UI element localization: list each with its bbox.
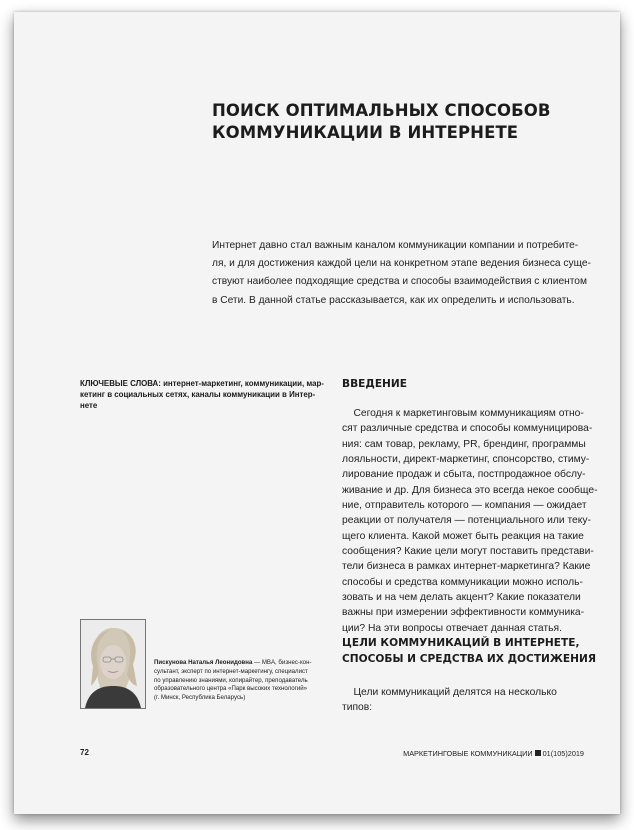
intro-line: лояльности, директ-маркетинг, спонсорство, стиму- (342, 454, 590, 466)
keywords-block (80, 379, 330, 411)
square-separator-icon (535, 750, 541, 756)
lead-line: ствуют наиболее подходящие средства и способы взаимодействия с клиентом (212, 276, 587, 288)
author-bio-line: (г. Минск, Республика Беларусь) (154, 694, 246, 702)
intro-line: щего клиента. Какой может быть реакция на такие (342, 530, 584, 542)
journal-name: МАРКЕТИНГОВЫЕ КОММУНИКАЦИИ (403, 749, 533, 758)
author-name: Пискунова Наталья Леонидовна (154, 659, 253, 666)
author-bio-first-line (154, 659, 354, 668)
intro-line: ния: сам товар, рекламу, PR, брендинг, программы (342, 438, 586, 450)
goals-heading (342, 635, 612, 667)
author-portrait-icon (81, 620, 145, 708)
intro-body (342, 406, 604, 636)
author-photo (80, 619, 146, 709)
journal-issue: 01(105)2019 (542, 749, 584, 758)
intro-line: сят различные средства и способы коммуницирова- (342, 423, 593, 435)
article-lead (212, 237, 600, 310)
lead-line: Интернет давно стал важным каналом коммуникации компании и потребите- (212, 240, 579, 251)
title-line: КОММУНИКАЦИИ В ИНТЕРНЕТЕ (212, 123, 519, 142)
intro-line: тели бизнеса в рамках интернет-маркетинга? Какие (342, 561, 591, 573)
title-line: ПОИСК ОПТИМАЛЬНЫХ СПОСОБОВ (212, 101, 551, 120)
keywords-line: кетинг в социальных сетях, каналы коммуникации в Интер- (80, 389, 316, 399)
intro-heading (342, 376, 612, 392)
page-number: 72 (80, 748, 89, 757)
intro-line: лирование продаж и сбыта, постпродажное обслу- (342, 469, 586, 481)
intro-line: ние, отправитель которого — компания — ожидает (342, 500, 587, 512)
intro-line: ции? На эти вопросы отвечает данная статья. (342, 622, 562, 634)
author-bio-line: — MBA, бизнес-кон- (252, 659, 312, 666)
goals-body (342, 685, 604, 716)
intro-line: важны при измерении эффективности коммуника- (342, 607, 585, 619)
lead-line: в Сети. В данной статье рассказывается, как их определить и использовать. (212, 294, 575, 306)
keywords-line: нете (80, 400, 98, 410)
intro-heading-text: ВВЕДЕНИЕ (342, 378, 408, 390)
intro-line: живание и др. Для бизнеса это всегда некое сообще- (342, 484, 598, 496)
goals-line: типов: (342, 702, 373, 714)
keywords-line: КЛЮЧЕВЫЕ СЛОВА: интернет-маркетинг, коммуникации, мар- (80, 379, 324, 388)
journal-footer (403, 749, 584, 758)
intro-line: зовать и на чем делать акцент? Какие показатели (342, 592, 581, 604)
author-bio-line: сультант, эксперт по интернет-маркетингу, специалист (154, 667, 308, 675)
goals-line: Цели коммуникаций делятся на несколько (342, 687, 557, 698)
intro-line: способы и средства коммуникации можно исполь- (342, 576, 583, 588)
goals-heading-line: ЦЕЛИ КОММУНИКАЦИЙ В ИНТЕРНЕТЕ, (342, 637, 580, 649)
author-bio-line: образовательного центра «Парк высоких технологий» (154, 685, 308, 693)
intro-line: сообщения? Какие цели могут поставить представи- (342, 546, 594, 558)
goals-heading-line: СПОСОБЫ И СРЕДСТВА ИХ ДОСТИЖЕНИЯ (342, 653, 597, 665)
author-bio (154, 659, 354, 703)
lead-line: ля, и для достижения каждой цели на конкретном этапе ведения бизнеса суще- (212, 258, 591, 270)
intro-line: реакции от получателя — потенциального или теку- (342, 515, 591, 527)
intro-line: Сегодня к маркетинговым коммуникациям отно- (342, 408, 584, 419)
article-title (212, 100, 592, 144)
author-bio-line: по управлению знаниями, копирайтер, преподаватель (154, 676, 308, 684)
magazine-page (14, 12, 620, 814)
